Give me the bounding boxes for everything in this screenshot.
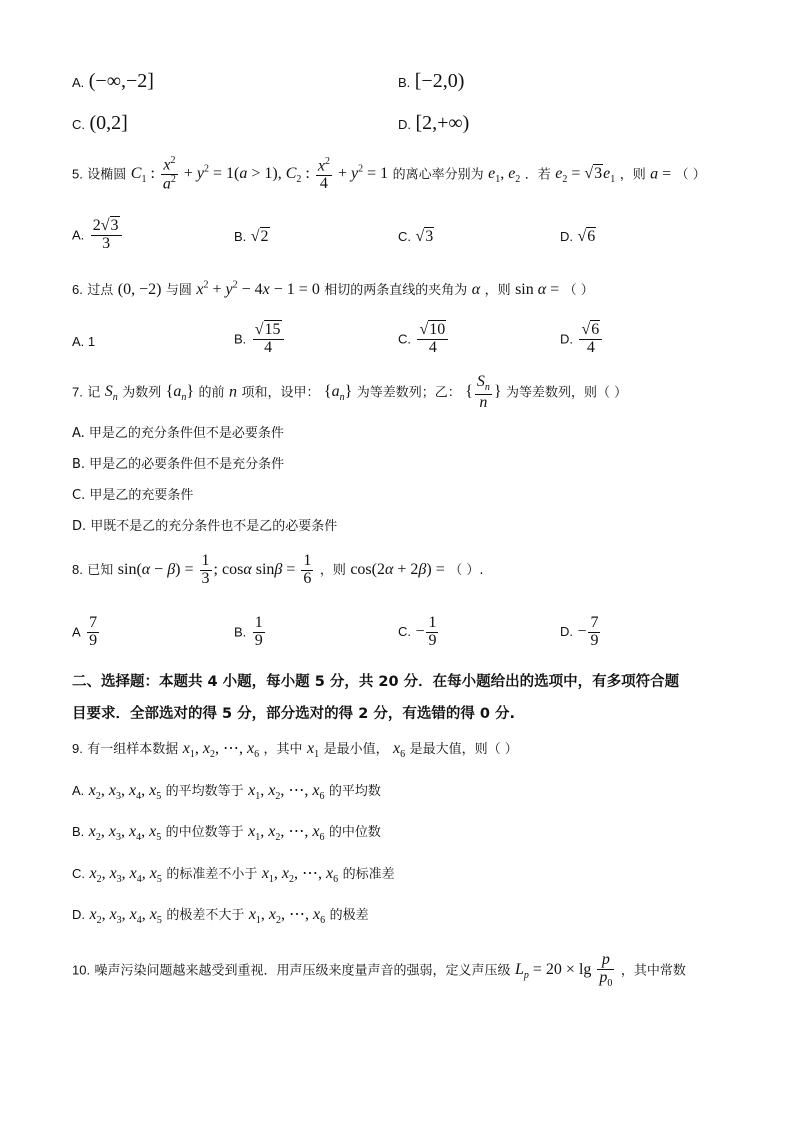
question-text: 设椭圆 xyxy=(87,167,127,183)
option-label: B. xyxy=(234,229,247,244)
answer-blank: （ ） xyxy=(563,283,594,298)
option-label: C. xyxy=(398,331,411,347)
equation: $x_1$, $x_2$, ⋯, $x_6$ xyxy=(248,906,326,927)
question-number: 8. xyxy=(72,561,83,577)
answer-blank: （ ）. xyxy=(449,562,484,578)
option-label: A. xyxy=(72,783,85,798)
option-math: $\frac{√10}{4}$ xyxy=(417,322,448,357)
option-label: B. xyxy=(234,624,247,640)
question-text: ，则 xyxy=(484,283,511,298)
equation: $L_p = 20 \times \lg$ $\frac{p}{p_0}$ xyxy=(515,951,613,989)
question-text: 为数列 xyxy=(122,385,162,401)
q4-option-a xyxy=(72,70,154,93)
option-math: (−∞,−2] xyxy=(88,70,154,92)
question-text: 已知 xyxy=(87,562,114,578)
q10-stem xyxy=(72,952,686,989)
q7-option-b: B. 甲是乙的必要条件但不是充分条件 xyxy=(72,457,285,472)
q9-option-d xyxy=(72,904,369,926)
equation: { $\frac{S_n}{n}$ } xyxy=(465,373,502,411)
q9-option-c xyxy=(72,863,395,885)
equation: sin(α − β) = $\frac{1}{3}$ ; cosα sinβ = $\frac{1}{6}$ xyxy=(117,552,312,587)
question-text: 为等差数列，则（ ） xyxy=(506,385,628,401)
q8-stem xyxy=(72,553,483,588)
equation: $x_6$ xyxy=(393,740,406,761)
q8-option-a xyxy=(72,615,101,650)
question-text: 的离心率分别为 xyxy=(392,167,484,183)
option-label: D. xyxy=(560,331,573,347)
equation: $S_n$ xyxy=(104,383,118,404)
question-number: 7. xyxy=(72,384,83,400)
question-text: 项和，设甲： xyxy=(241,385,320,401)
option-math: [2,+∞) xyxy=(415,112,470,134)
equation: $e_2 = √3e_1$ xyxy=(555,165,616,186)
q6-option-d xyxy=(560,322,604,357)
question-text: 与圆 xyxy=(165,283,192,298)
option-label: A. 1 xyxy=(72,334,96,349)
question-text: 过点 xyxy=(87,283,114,298)
question-text: 是最大值，则（ ） xyxy=(409,742,518,757)
question-text: ．若 xyxy=(524,167,551,183)
option-math: √2 xyxy=(250,228,269,245)
equation: $e_1$, $e_2$ xyxy=(488,165,521,186)
option-math: $\frac{1}{9}$ xyxy=(254,614,263,649)
equation: $\{a_n\}$ xyxy=(165,383,195,404)
question-number: 5. xyxy=(72,166,83,182)
q5-stem: 5. 设椭圆 $C_1$ : $\frac{x^2}{a^2}$ + $y^2 = 1(a > 1)$, $C_2$ : $\frac{x^2}{4}$ + $y^2 = 1$ 的离心率分别为 $e_1$, $e_2$ ．若 $e_2 = √3e_1$ ，则 a = （ ） xyxy=(72,155,706,193)
q4-option-b xyxy=(398,70,464,93)
equation: $C_1$ : $\frac{x^2}{a^2}$ + $y^2 = 1(a > 1)$, $C_2$ : $\frac{x^2}{4}$ + $y^2 = 1$ xyxy=(130,155,389,193)
q6-option-b xyxy=(234,322,286,357)
option-math: $\frac{√15}{4}$ xyxy=(253,322,284,357)
equation: $x_2$, $x_3$, $x_4$, $x_5$ xyxy=(89,906,162,927)
question-text: 是最小值， xyxy=(323,742,389,757)
q7-option-d: D. 甲既不是乙的充分条件也不是乙的必要条件 xyxy=(72,519,338,534)
equation: $x_2$, $x_3$, $x_4$, $x_5$ xyxy=(88,782,162,803)
question-text: 噪声污染问题越来越受到重视．用声压级来度量声音的强弱，定义声压级 xyxy=(94,963,511,979)
option-label: C. xyxy=(72,117,85,132)
question-text: ，其中 xyxy=(263,742,303,757)
q9-stem xyxy=(72,738,518,760)
answer-blank: （ ） xyxy=(675,167,706,183)
option-math: − $\frac{1}{9}$ xyxy=(415,614,437,649)
q7-stem xyxy=(72,374,627,411)
q6-option-c xyxy=(398,322,450,357)
equation: $x_2$, $x_3$, $x_4$, $x_5$ xyxy=(89,865,162,886)
equation: $x_1$, $x_2$, ⋯, $x_6$ xyxy=(248,823,325,844)
equation: n xyxy=(228,383,237,401)
q9-option-a xyxy=(72,780,381,802)
equation: $x_2$, $x_3$, $x_4$, $x_5$ xyxy=(88,823,162,844)
q5-option-c xyxy=(398,228,434,246)
option-text: 的极差 xyxy=(329,908,369,923)
option-label: A xyxy=(72,624,81,640)
question-text: 的前 xyxy=(198,385,225,401)
option-math: [−2,0) xyxy=(414,70,465,92)
equation: α xyxy=(471,281,481,298)
option-math: − $\frac{7}{9}$ xyxy=(577,614,599,649)
equation: $x_1$, $x_2$, ⋯, $x_6$ xyxy=(261,865,339,886)
equation: $x^2 + y^2 - 4x - 1 = 0$ xyxy=(196,279,320,298)
equation: $x_1$ xyxy=(307,740,320,761)
option-label: D. xyxy=(72,907,85,922)
q5-option-d xyxy=(560,228,596,246)
option-text: 的平均数等于 xyxy=(165,784,244,799)
option-label: D. xyxy=(398,117,411,132)
equation: sin α = xyxy=(515,281,560,298)
q4-option-d xyxy=(398,112,469,135)
equation: a xyxy=(650,165,659,183)
question-text: 为等差数列；乙： xyxy=(356,385,461,401)
option-math: (0,2] xyxy=(89,112,128,134)
option-label: A. xyxy=(72,75,85,90)
question-text: 有一组样本数据 xyxy=(87,742,179,757)
option-text: 的中位数 xyxy=(328,825,381,840)
question-number: 9. xyxy=(72,741,83,756)
option-label: A. xyxy=(72,227,85,243)
question-text: ，则 xyxy=(319,562,346,578)
question-number: 10. xyxy=(72,962,91,978)
question-number: 6. xyxy=(72,282,83,297)
question-text: 记 xyxy=(87,385,101,401)
option-label: B. xyxy=(398,75,411,90)
option-text: 的极差不大于 xyxy=(166,908,245,923)
equation: $\{a_n\}$ xyxy=(323,383,353,404)
option-label: D. xyxy=(560,623,573,639)
equation: (0, −2) xyxy=(117,281,162,298)
option-math: $\frac{√6}{4}$ xyxy=(579,322,602,357)
option-label: B. xyxy=(72,824,85,839)
equation: $x_1$, $x_2$, ⋯, $x_6$ xyxy=(182,740,260,761)
q7-option-c: C. 甲是乙的充要条件 xyxy=(72,488,194,503)
q5-option-b xyxy=(234,228,270,246)
q7-option-a: A. 甲是乙的充分条件但不是必要条件 xyxy=(72,426,284,441)
q8-option-b xyxy=(234,615,267,650)
option-label: C. xyxy=(398,229,411,244)
q8-option-d xyxy=(560,615,602,650)
q4-option-c xyxy=(72,112,128,135)
equation: $x_1$, $x_2$, ⋯, $x_6$ xyxy=(248,782,325,803)
option-math: $\frac{2√3}{3}$ xyxy=(91,218,122,253)
option-label: C. xyxy=(72,866,85,881)
option-text: 的中位数等于 xyxy=(165,825,244,840)
option-math: √3 xyxy=(415,228,434,245)
q6-stem xyxy=(72,279,594,299)
q5-option-a xyxy=(72,218,124,253)
equation: cos(2α + 2β) = xyxy=(350,560,445,578)
option-label: B. xyxy=(234,331,247,347)
question-text: ，则 xyxy=(619,167,646,183)
option-math: $\frac{7}{9}$ xyxy=(89,614,98,649)
section-heading-line2: 目要求．全部选对的得 5 分，部分选对的得 2 分，有选错的得 0 分. xyxy=(72,706,516,722)
option-text: 的平均数 xyxy=(328,784,381,799)
option-label: D. xyxy=(560,229,573,244)
option-label: C. xyxy=(398,623,411,639)
question-text: ，其中常数 xyxy=(620,963,686,979)
section-heading-line1: 二、选择题：本题共 4 小题，每小题 5 分，共 20 分．在每小题给出的选项中，有多项符合题 xyxy=(72,674,680,690)
option-text: 的标准差 xyxy=(342,867,395,882)
option-math: √6 xyxy=(577,228,596,245)
q6-option-a xyxy=(72,334,95,350)
q9-option-b xyxy=(72,821,381,843)
option-text: 的标准差不小于 xyxy=(166,867,258,882)
question-text: 相切的两条直线的夹角为 xyxy=(324,283,468,298)
q8-option-c xyxy=(398,615,440,650)
